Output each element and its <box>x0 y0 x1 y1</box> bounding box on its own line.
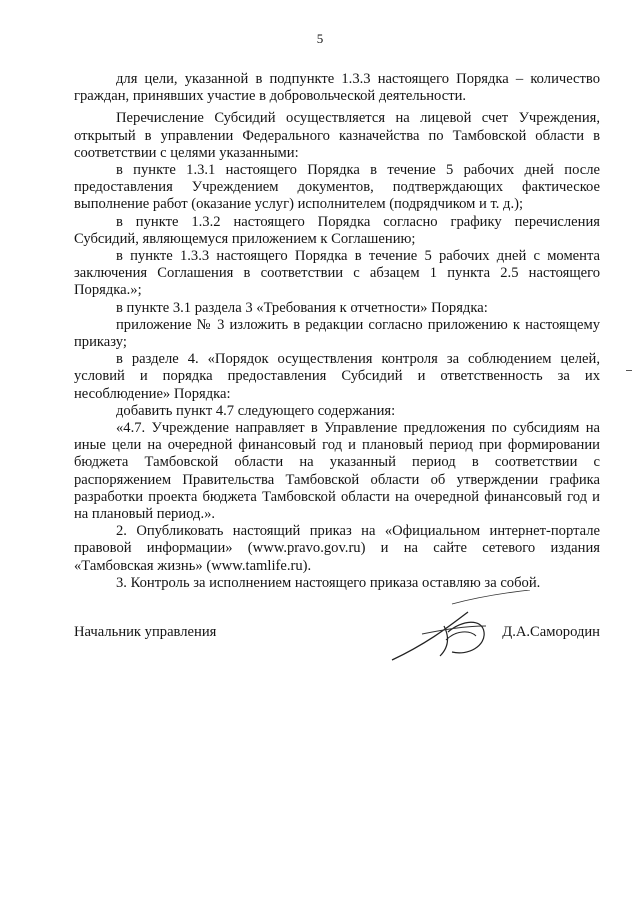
page-number: 5 <box>316 31 324 46</box>
signatory-position: Начальник управления <box>74 624 217 640</box>
paragraph-control: 3. Контроль за исполнением настоящего приказа оставляю за собой. <box>116 574 541 591</box>
signature-block <box>74 624 600 664</box>
paragraph-clause-1-3-1: в пункте 1.3.1 настоящего Порядка в течение 5 рабочих дней после предоставления Учреждением документов, подтверждающих фактическое выполнение работ (оказание услуг) исполнителем (подрядчиком и т. д.); <box>74 162 600 213</box>
signatory-name: Д.А.Самородин <box>502 624 600 640</box>
paragraph-clause-4-7-text: «4.7. Учреждение направляет в Управление предложения по субсидиям на иные цели на очередной финансовый год и плановый период при формировании бюджета Тамбовской области на указанный период в соответствии с распоряжением Правительства Тамбовской области об утверждении графика разработки проекта бюджета Тамбовской области на очередной финансовый год и на плановый период.». <box>74 420 600 523</box>
document-body <box>74 71 600 592</box>
margin-mark <box>626 370 632 371</box>
paragraph-subsidy-transfer: Перечисление Субсидий осуществляется на лицевой счет Учреждения, открытый в управлении Федерального казначейства по Тамбовской области в соответствии с целями указанными: <box>74 110 600 161</box>
paragraph-indicator-volunteers: для цели, указанной в подпункте 1.3.3 настоящего Порядка – количество граждан, принявших участие в добровольческой деятельности. <box>74 71 600 105</box>
paragraph-clause-1-3-2: в пункте 1.3.2 настоящего Порядка согласно графику перечисления Субсидий, являющемуся приложением к Соглашению; <box>74 213 600 247</box>
paragraph-appendix-3: приложение № 3 изложить в редакции согласно приложению к настоящему приказу; <box>74 316 600 351</box>
paragraph-clause-1-3-3: в пункте 1.3.3 настоящего Порядка в течение 5 рабочих дней с момента заключения Соглашения в соответствии с абзацем 1 пункта 2.5 настоящего Порядка.»; <box>74 248 600 299</box>
paragraph-section-4: в разделе 4. «Порядок осуществления контроля за соблюдением целей, условий и порядка предоставления Субсидий и ответственность за их несоблюдение» Порядка: <box>74 351 600 402</box>
paragraph-reporting-section: в пункте 3.1 раздела 3 «Требования к отчетности» Порядка: <box>116 299 488 316</box>
paragraph-add-clause-4-7: добавить пункт 4.7 следующего содержания: <box>116 402 396 419</box>
paragraph-publish-order: 2. Опубликовать настоящий приказ на «Официальном интернет-портале правовой информации» (www.pravo.gov.ru) и на сайте сетевого издания «Тамбовская жизнь» (www.tamlife.ru). <box>74 523 600 574</box>
